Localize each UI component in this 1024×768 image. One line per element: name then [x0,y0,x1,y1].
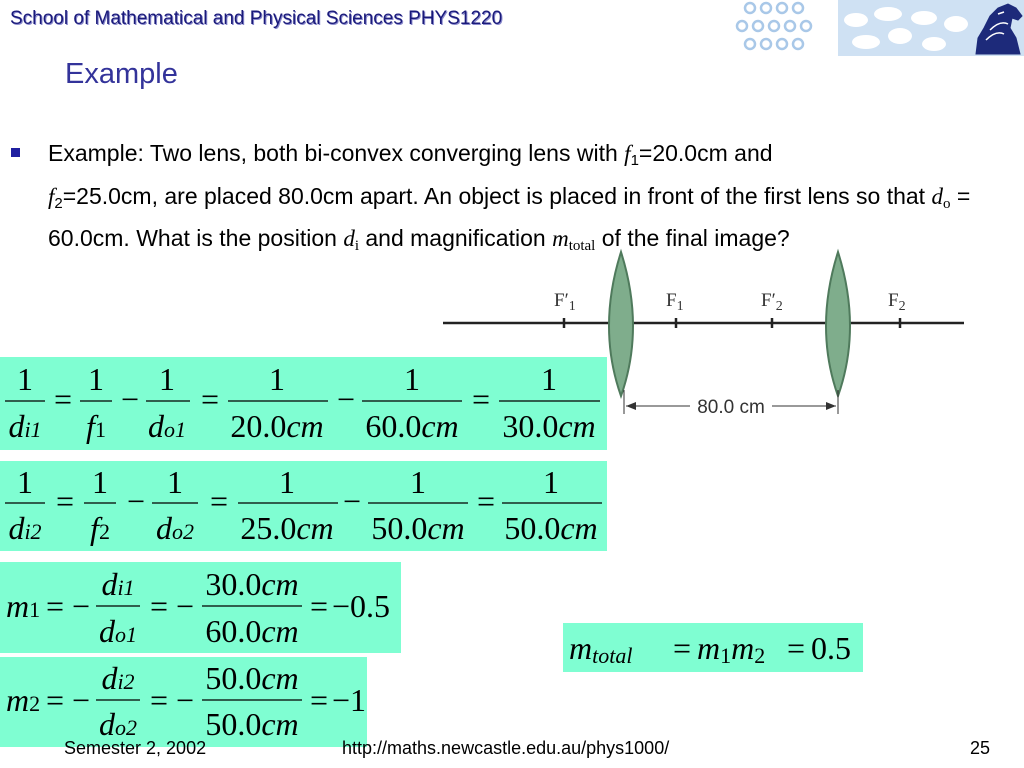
svg-text:f2: f2 [90,510,110,546]
svg-text:di1: di1 [101,566,135,602]
svg-text:di2: di2 [101,660,135,696]
svg-text:m2: m2 [6,682,41,718]
svg-text:−: − [342,483,362,519]
svg-text:m1: m1 [6,588,41,624]
svg-text:m1m2: m1m2 [697,630,766,668]
svg-text:f1: f1 [86,408,106,444]
svg-text:=: = [209,483,229,519]
svg-text:−: − [126,483,146,519]
svg-text:1: 1 [159,361,175,397]
svg-text:1: 1 [17,464,33,500]
svg-text:do1: do1 [148,408,186,444]
lens-2 [826,252,850,396]
focal-label-f2-prime: $F'_2$ [761,290,783,314]
svg-text:−0.5: −0.5 [332,588,391,624]
svg-text:=: = [310,682,329,718]
bullet-square [11,148,20,157]
footer-semester: Semester 2, 2002 [64,738,207,758]
svg-text:−: − [120,381,140,417]
svg-text:=: = [471,381,491,417]
svg-text:di1: di1 [8,408,42,444]
equation-magnification-2 [0,657,367,747]
svg-text:1: 1 [279,464,295,500]
university-logo [728,0,1024,56]
svg-text:= −: = − [150,682,195,718]
svg-text:di2: di2 [8,510,42,546]
svg-text:1: 1 [543,464,559,500]
equation-first-lens [0,357,607,450]
problem-statement: Example: Two lens, both bi-convex converging lens with $f_1=20.0cm$ and $f_2=25.0cm$, are placed 80.0cm apart. An object is placed in front of the first lens so that $d_o = 60.0cm$. What is the position $d_i$ and magnification $m_{total}$ of the final image? [48,140,971,254]
lens-1 [609,252,633,396]
svg-text:do1: do1 [99,613,137,649]
footer-url[interactable]: http://maths.newcastle.edu.au/phys1000/ [342,738,670,758]
equation-magnification-1 [0,562,401,653]
svg-text:= −: = − [46,588,91,624]
svg-text:mtotal: mtotal [569,630,633,668]
focal-label-f1: $F_1$ [666,290,684,314]
svg-text:1: 1 [269,361,285,397]
svg-text:1: 1 [404,361,420,397]
svg-text:=: = [673,630,692,666]
svg-text:50.0cm: 50.0cm [371,510,465,546]
svg-text:60.0cm: 60.0cm [205,613,299,649]
equation-second-lens [0,461,607,551]
lens-separation-label: 80.0 cm [697,397,765,418]
svg-text:1: 1 [92,464,108,500]
focal-label-f1-prime: $F'_1$ [554,290,576,314]
svg-text:do2: do2 [99,706,137,742]
svg-text:30.0cm: 30.0cm [205,566,299,602]
focal-label-f2: $F_2$ [888,290,906,314]
svg-text:do2: do2 [156,510,194,546]
svg-text:30.0cm: 30.0cm [502,408,596,444]
header-title: School of Mathematical and Physical Sciences PHYS1220 [10,8,503,29]
footer-page-number: 25 [970,738,991,758]
svg-text:= −: = − [150,588,195,624]
svg-text:1: 1 [410,464,426,500]
svg-text:=: = [310,588,329,624]
slide-title: Example [65,58,178,90]
svg-text:50.0cm: 50.0cm [205,706,299,742]
svg-text:1: 1 [167,464,183,500]
svg-text:1: 1 [541,361,557,397]
svg-text:1: 1 [17,361,33,397]
svg-text:= −: = − [46,682,91,718]
svg-text:20.0cm: 20.0cm [230,408,324,444]
svg-text:−: − [336,381,356,417]
svg-text:=: = [200,381,220,417]
svg-text:=: = [787,630,806,666]
svg-text:25.0cm: 25.0cm [240,510,334,546]
svg-text:50.0cm: 50.0cm [504,510,598,546]
svg-text:−1: −1 [332,682,367,718]
svg-text:=: = [53,381,73,417]
equation-total-magnification [563,623,863,672]
svg-text:0.5: 0.5 [811,630,851,666]
svg-text:50.0cm: 50.0cm [205,660,299,696]
svg-text:=: = [55,483,75,519]
svg-text:1: 1 [88,361,104,397]
svg-text:=: = [476,483,496,519]
svg-text:60.0cm: 60.0cm [365,408,459,444]
